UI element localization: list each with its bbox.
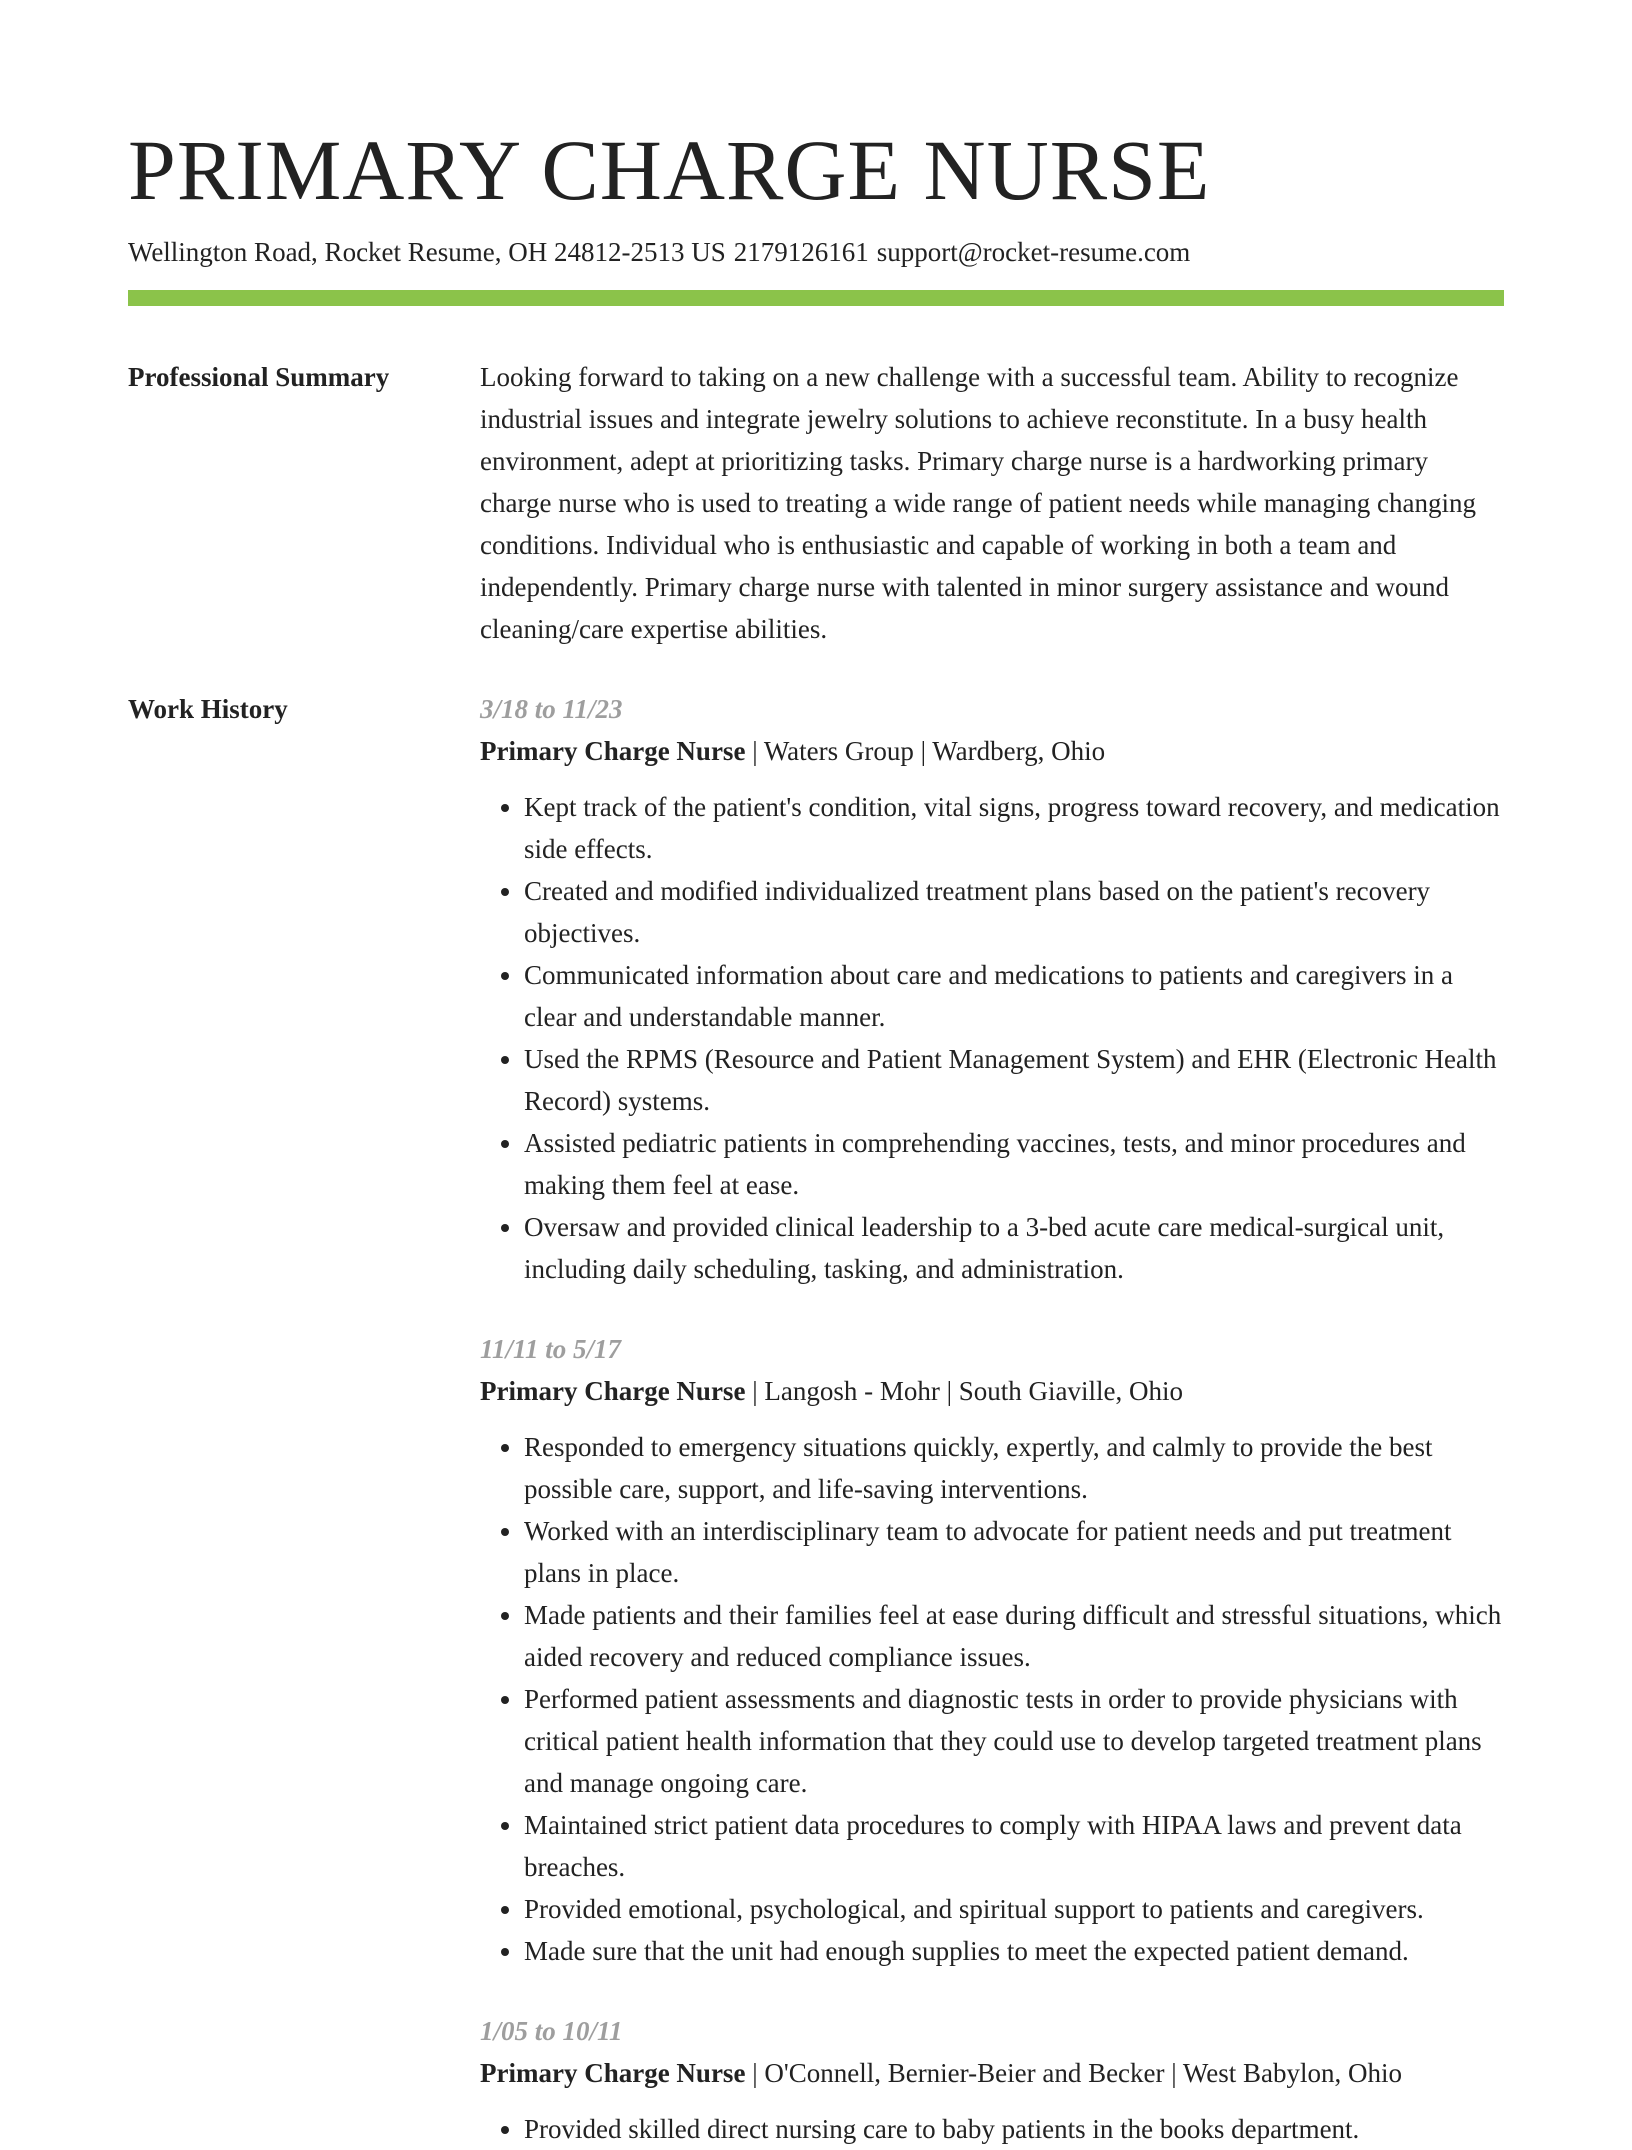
job-details: | Waters Group | Wardberg, Ohio bbox=[745, 736, 1106, 766]
job-details: | O'Connell, Bernier-Beier and Becker | West Babylon, Ohio bbox=[745, 2058, 1402, 2088]
work-history-section bbox=[128, 688, 1504, 2150]
contact-phone: 2179126161 bbox=[733, 237, 869, 267]
job-heading bbox=[480, 730, 1504, 772]
job-title: Primary Charge Nurse bbox=[480, 2058, 746, 2088]
job-bullet: • Communicated information about care and medications to patients and caregivers in a clear and understandable manner. bbox=[524, 954, 1504, 1038]
job-dates: 1/05 to 10/11 bbox=[480, 2016, 623, 2046]
job-dates: 3/18 to 11/23 bbox=[480, 694, 623, 724]
job-bullet: • Worked with an interdisciplinary team to advocate for patient needs and put treatment plans in place. bbox=[524, 1510, 1504, 1594]
job-list bbox=[480, 688, 1504, 2150]
work-history-label: Work History bbox=[128, 694, 288, 724]
job-entry bbox=[480, 688, 1504, 1290]
job-heading bbox=[480, 1370, 1504, 1412]
job-bullet: • Assisted pediatric patients in comprehending vaccines, tests, and minor procedures and making them feel at ease. bbox=[524, 1122, 1504, 1206]
job-bullet: • Created and modified individualized treatment plans based on the patient's recovery objectives. bbox=[524, 870, 1504, 954]
job-bullet: • Maintained strict patient data procedures to comply with HIPAA laws and prevent data breaches. bbox=[524, 1804, 1504, 1888]
job-title: Primary Charge Nurse bbox=[480, 736, 746, 766]
job-bullets bbox=[480, 786, 1504, 1290]
job-bullet: • Made sure that the unit had enough supplies to meet the expected patient demand. bbox=[524, 1930, 1504, 1972]
contact-line bbox=[128, 234, 1504, 270]
job-bullet: • Made patients and their families feel at ease during difficult and stressful situations, which aided recovery and reduced compliance issues. bbox=[524, 1594, 1504, 1678]
job-entry bbox=[480, 2010, 1504, 2150]
resume-name: PRIMARY CHARGE NURSE bbox=[128, 122, 1211, 218]
contact-address: Wellington Road, Rocket Resume, OH 24812-2513 US bbox=[128, 237, 726, 267]
job-bullet: • Oversaw and provided clinical leadership to a 3-bed acute care medical-surgical unit, including daily scheduling, tasking, and administration. bbox=[524, 1206, 1504, 1290]
job-title: Primary Charge Nurse bbox=[480, 1376, 746, 1406]
job-bullet: • Performed patient assessments and diagnostic tests in order to provide physicians with critical patient health information that they could use to develop targeted treatment plans and manage ongoing care. bbox=[524, 1678, 1504, 1804]
job-bullet: • Used the RPMS (Resource and Patient Management System) and EHR (Electronic Health Record) systems. bbox=[524, 1038, 1504, 1122]
summary-section bbox=[128, 356, 1504, 650]
job-bullet: • Provided skilled direct nursing care to baby patients in the books department. bbox=[524, 2108, 1504, 2150]
header-divider bbox=[128, 290, 1504, 306]
job-bullet: • Responded to emergency situations quickly, expertly, and calmly to provide the best possible care, support, and life-saving interventions. bbox=[524, 1426, 1504, 1510]
job-details: | Langosh - Mohr | South Giaville, Ohio bbox=[745, 1376, 1183, 1406]
job-bullets bbox=[480, 1426, 1504, 1972]
job-dates: 11/11 to 5/17 bbox=[480, 1334, 622, 1364]
job-entry bbox=[480, 1328, 1504, 1972]
job-bullet: • Kept track of the patient's condition, vital signs, progress toward recovery, and medication side effects. bbox=[524, 786, 1504, 870]
job-heading bbox=[480, 2052, 1504, 2094]
job-bullets bbox=[480, 2108, 1504, 2150]
job-bullet: • Provided emotional, psychological, and spiritual support to patients and caregivers. bbox=[524, 1888, 1504, 1930]
summary-text: Looking forward to taking on a new challenge with a successful team. Ability to recognize industrial issues and integrate jewelry solutions to achieve reconstitute. In a busy health environment, adept at prioritizing tasks. Primary charge nurse is a hardworking primary charge nurse who is used to treating a wide range of patient needs while managing changing conditions. Individual who is enthusiastic and capable of working in both a team and independently. Primary charge nurse with talented in minor surgery assistance and wound cleaning/care expertise abilities. bbox=[480, 362, 1476, 644]
contact-email: support@rocket-resume.com bbox=[876, 237, 1191, 267]
resume-page bbox=[128, 118, 1504, 2150]
summary-label: Professional Summary bbox=[128, 362, 390, 392]
